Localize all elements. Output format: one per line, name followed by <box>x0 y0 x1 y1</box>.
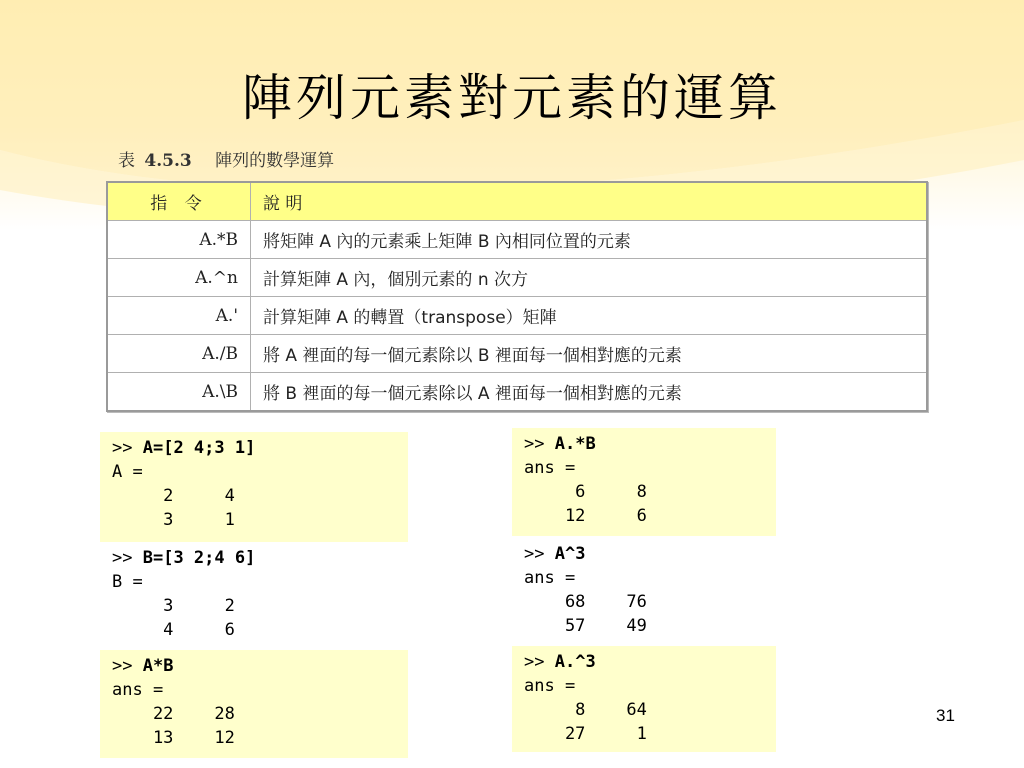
table-row <box>107 221 927 259</box>
row-command: A.\B <box>107 373 251 412</box>
code-command: A.*B <box>554 434 596 454</box>
code-block-a-pow3 <box>512 538 776 644</box>
code-output-line: 13 12 <box>112 728 235 748</box>
code-prompt: >> <box>112 438 133 458</box>
table-row <box>107 335 927 373</box>
row-description: 計算矩陣 A 內，個別元素的 n 次方 <box>251 259 928 297</box>
code-output-line: 68 76 <box>524 592 647 612</box>
code-command: A*B <box>142 656 174 676</box>
code-command: A=[2 4;3 1] <box>142 438 256 458</box>
code-command-line <box>524 650 764 674</box>
code-output-line: 57 49 <box>524 616 647 636</box>
row-description: 將 B 裡面的每一個元素除以 A 裡面每一個相對應的元素 <box>251 373 928 412</box>
header-description: 說 明 <box>251 182 928 221</box>
code-command: A.^3 <box>554 652 596 672</box>
header-command: 指 令 <box>107 182 251 221</box>
operations-table <box>106 181 928 412</box>
code-output-line: 6 8 <box>524 482 647 502</box>
table-caption <box>118 146 334 171</box>
code-output-line: 3 2 <box>112 596 235 616</box>
code-output-line: 3 1 <box>112 510 235 530</box>
code-prompt: >> <box>524 652 545 672</box>
code-output-line: ans = <box>524 568 576 588</box>
code-block-b-definition <box>100 542 408 648</box>
code-prompt: >> <box>112 548 133 568</box>
code-command-line <box>524 542 764 566</box>
code-command: B=[3 2;4 6] <box>142 548 256 568</box>
slide-title: 陣列元素對元素的運算 <box>242 69 782 127</box>
caption-label: 表 <box>118 151 135 171</box>
row-description: 計算矩陣 A 的轉置（transpose）矩陣 <box>251 297 928 335</box>
table-row <box>107 297 927 335</box>
code-output-line: 8 64 <box>524 700 647 720</box>
code-command-line <box>112 436 396 460</box>
code-output-line: 4 6 <box>112 620 235 640</box>
row-description: 將 A 裡面的每一個元素除以 B 裡面每一個相對應的元素 <box>251 335 928 373</box>
code-output-line: 12 6 <box>524 506 647 526</box>
code-prompt: >> <box>112 656 133 676</box>
code-block-a-dot-pow3 <box>512 646 776 752</box>
caption-text: 陣列的數學運算 <box>215 151 335 171</box>
row-description: 將矩陣 A 內的元素乘上矩陣 B 內相同位置的元素 <box>251 221 928 259</box>
code-command-line <box>524 432 764 456</box>
code-output-line: 27 1 <box>524 724 647 744</box>
code-output-line: ans = <box>112 680 164 700</box>
code-prompt: >> <box>524 544 545 564</box>
page-number: 31 <box>936 706 955 725</box>
code-command-line <box>112 654 396 678</box>
row-command: A.*B <box>107 221 251 259</box>
row-command: A./B <box>107 335 251 373</box>
code-output-line: ans = <box>524 458 576 478</box>
code-block-a-definition <box>100 432 408 542</box>
code-output-line: ans = <box>524 676 576 696</box>
code-prompt: >> <box>524 434 545 454</box>
code-output-line: A = <box>112 462 143 482</box>
table-row <box>107 259 927 297</box>
row-command: A.^n <box>107 259 251 297</box>
caption-number: 4.5.3 <box>144 151 192 171</box>
code-block-a-dot-times-b <box>512 428 776 536</box>
code-output-line: B = <box>112 572 143 592</box>
code-output-line: 22 28 <box>112 704 235 724</box>
code-command: A^3 <box>554 544 586 564</box>
row-command: A.' <box>107 297 251 335</box>
code-block-a-times-b <box>100 650 408 758</box>
code-output-line: 2 4 <box>112 486 235 506</box>
code-command-line <box>112 546 396 570</box>
table-row <box>107 373 927 412</box>
table-header-row <box>107 182 927 221</box>
